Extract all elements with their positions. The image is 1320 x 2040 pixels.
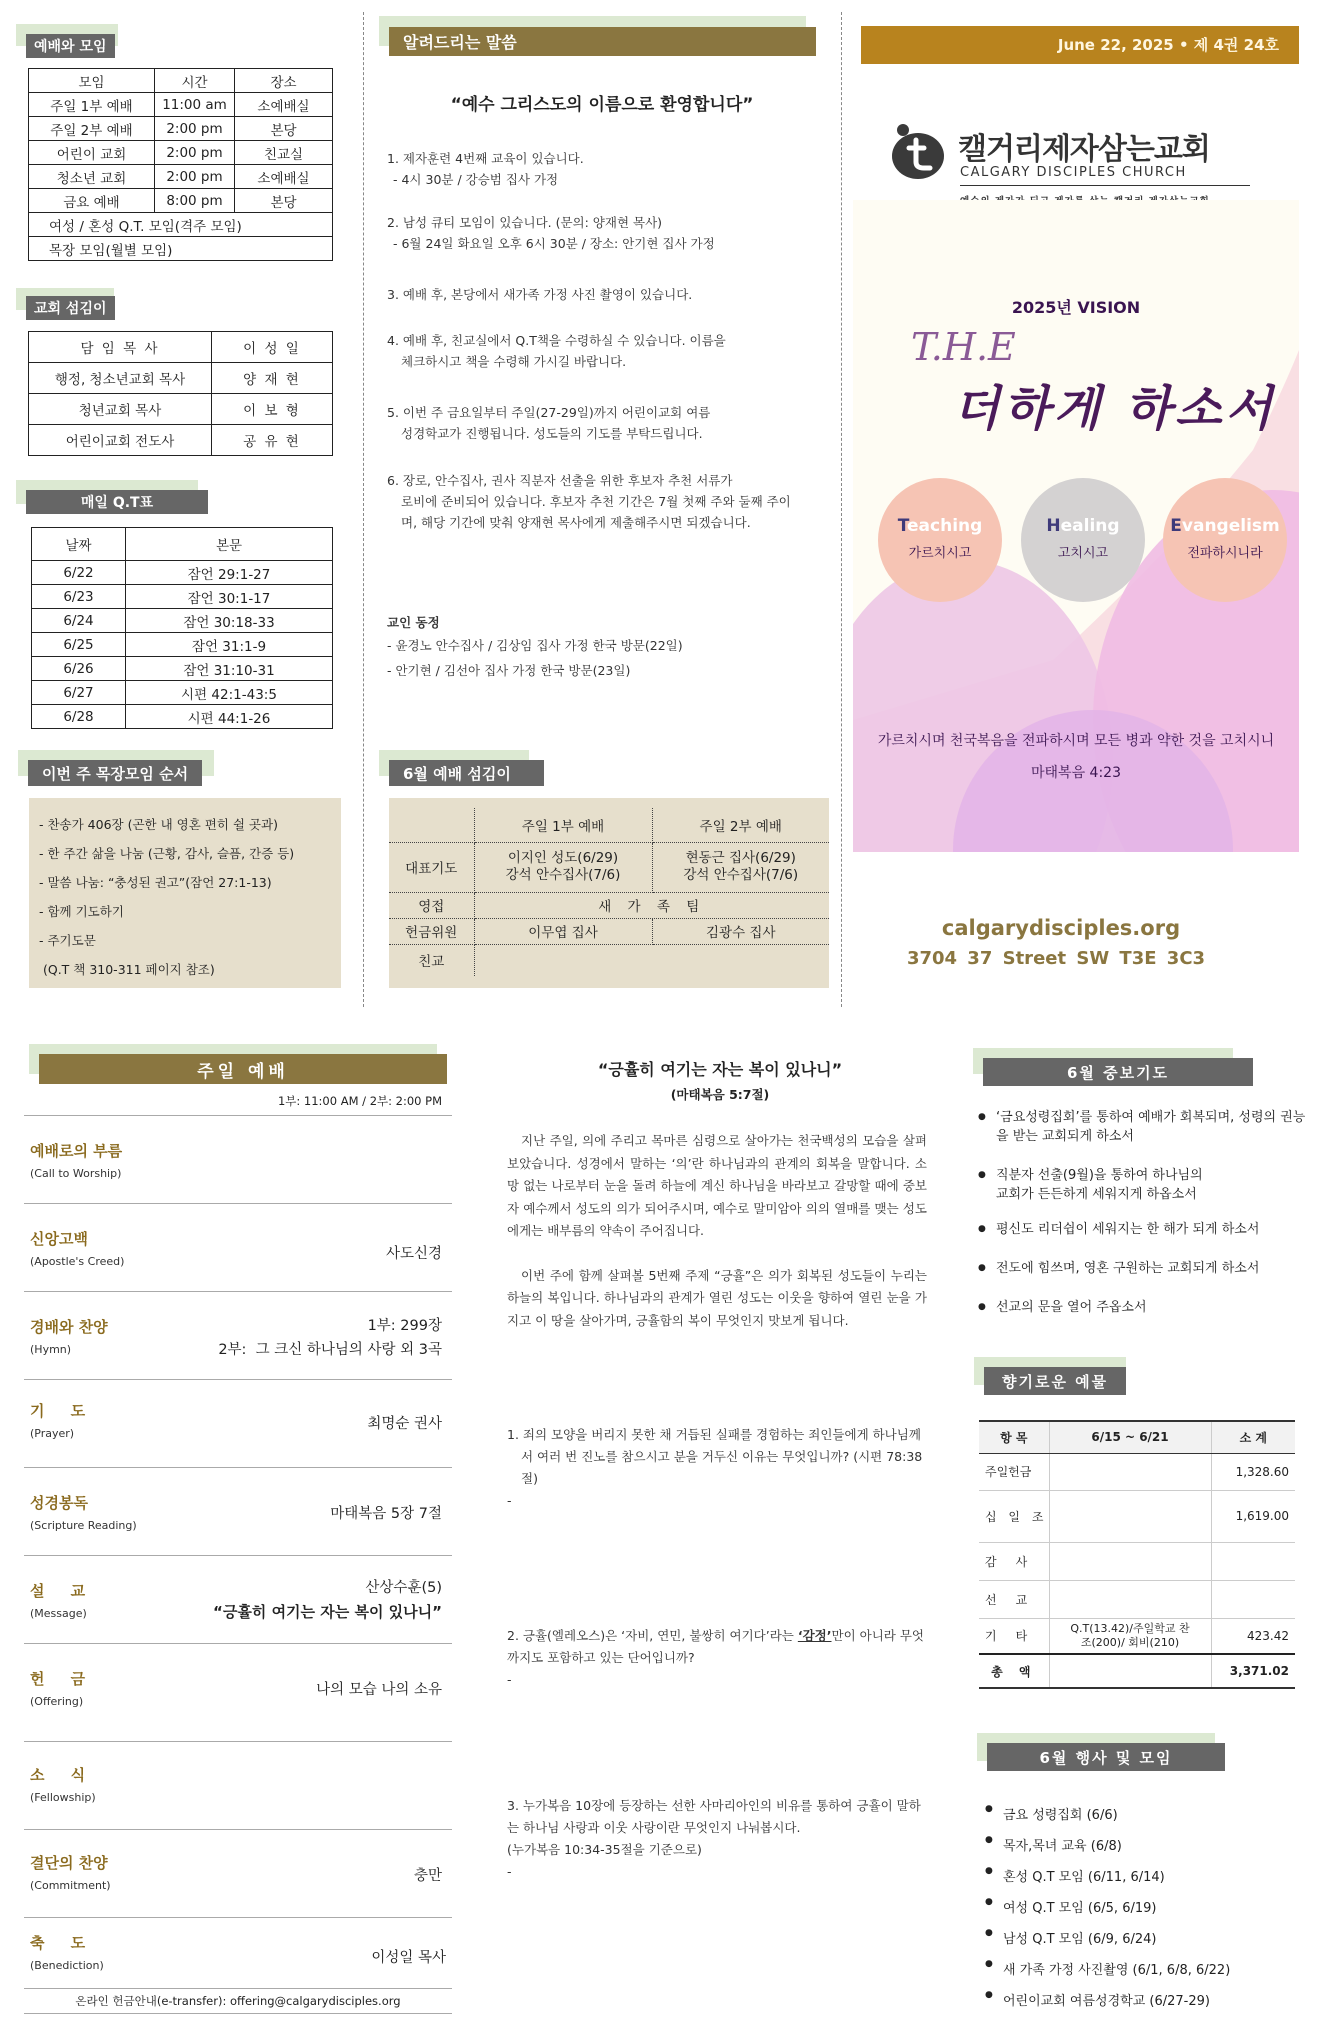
column-divider bbox=[841, 12, 842, 1007]
circle-word: vangelism bbox=[1181, 516, 1280, 536]
cell: 기 타 bbox=[979, 1618, 1049, 1654]
header-cell: 본문 bbox=[126, 528, 333, 561]
table-row bbox=[32, 657, 333, 681]
cell: 친교실 bbox=[235, 141, 333, 165]
june-events-list bbox=[985, 1800, 1305, 2017]
answer-line: - bbox=[507, 1864, 512, 1879]
table-row bbox=[979, 1618, 1295, 1654]
announcement-text: 4. 예배 후, 친교실에서 Q.T책을 수령하실 수 있습니다. 이름을 bbox=[387, 333, 726, 348]
event-item: ● 혼성 Q.T 모임 (6/11, 6/14) bbox=[985, 1862, 1305, 1893]
service-item-commitment bbox=[24, 1829, 452, 1917]
circle-ko: 고치시고 bbox=[1057, 546, 1109, 561]
cell: 6/26 bbox=[32, 657, 126, 681]
cell: 김광수 집사 bbox=[652, 918, 829, 944]
header-cell: 장소 bbox=[235, 69, 333, 93]
cell: Q.T(13.42)/주일학교 찬조(200)/ 회비(210) bbox=[1049, 1618, 1211, 1654]
cell-line: 강석 안수집사(7/6) bbox=[505, 867, 621, 883]
answer-line: - bbox=[507, 1493, 512, 1508]
cell: 어린이교회 전도사 bbox=[29, 425, 212, 456]
cell-order-item: - 한 주간 삶을 나눔 (근황, 감사, 슬픔, 간증 등) bbox=[39, 846, 295, 861]
table-row bbox=[29, 363, 333, 394]
cell bbox=[1049, 1453, 1211, 1490]
cell: 행정, 청소년교회 목사 bbox=[29, 363, 212, 394]
table-row bbox=[32, 585, 333, 609]
service-item-value: 이성일 목사 bbox=[371, 1950, 446, 1966]
cell bbox=[1049, 1654, 1211, 1688]
announcement-subtext: - 4시 30분 / 강승범 집사 가정 bbox=[393, 172, 559, 187]
service-item-subtitle: (Call to Worship) bbox=[30, 1167, 122, 1180]
worship-meetings-table bbox=[28, 68, 333, 261]
church-staff-table bbox=[28, 331, 333, 456]
announcement-text: 1. 제자훈련 4번째 교육이 있습니다. bbox=[387, 151, 584, 166]
header-cell: 날짜 bbox=[32, 528, 126, 561]
online-offering-note bbox=[24, 1988, 452, 2014]
cell: 이 보 형 bbox=[212, 394, 333, 425]
event-item: ● 어린이교회 여름성경학교 (6/27-29) bbox=[985, 1986, 1305, 2017]
issue-bar: June 22, 2025 • 제 4권 24호 bbox=[861, 26, 1299, 64]
intercession-item: ● 선교의 문을 열어 주옵소서 bbox=[978, 1298, 1308, 1317]
sermon-body bbox=[507, 1130, 927, 1332]
question-text: 2. 긍휼(엘레오스)은 ‘자비, 연민, 불쌍히 여기다’라는 bbox=[507, 1628, 798, 1643]
table-row bbox=[29, 394, 333, 425]
service-item-subtitle: (Apostle's Creed) bbox=[30, 1255, 125, 1268]
service-item-title: 성경봉독 bbox=[30, 1494, 88, 1512]
table-row bbox=[389, 944, 829, 976]
circle-initial: T bbox=[897, 516, 908, 536]
intercession-item: ● ‘금요성령집회’를 통하여 예배가 회복되며, 성령의 권능을 받는 교회되게 하소서 bbox=[978, 1108, 1308, 1146]
service-item-value: 1부: 299장 bbox=[367, 1318, 442, 1334]
service-item-value: 충만 bbox=[413, 1868, 442, 1884]
service-item-value: 나의 모습 나의 소유 bbox=[316, 1682, 442, 1698]
cell: 담 임 목 사 bbox=[29, 332, 212, 363]
announcement-subtext: 체크하시고 책을 수령해 가시길 바랍니다. bbox=[401, 354, 627, 369]
vision-verse: 가르치시며 천국복음을 전파하시며 모든 병과 약한 것을 고치시니 bbox=[877, 733, 1275, 749]
church-logo bbox=[888, 122, 948, 182]
announcement-text: 3. 예배 후, 본당에서 새가족 가정 사진 촬영이 있습니다. bbox=[387, 287, 693, 302]
service-item-title: 경배와 찬양 bbox=[30, 1318, 108, 1336]
member-news bbox=[387, 612, 797, 681]
announcement-subtext: - 6월 24일 화요일 오후 6시 30분 / 장소: 안기현 집사 가정 bbox=[393, 236, 715, 251]
cell: 1,328.60 bbox=[1211, 1453, 1295, 1490]
section-title: 6월 행사 및 모임 bbox=[987, 1743, 1225, 1771]
vision-label: 2025년 VISION bbox=[1011, 298, 1141, 317]
row-label: 대표기도 bbox=[389, 842, 474, 892]
section-title: 매일 Q.T표 bbox=[26, 490, 208, 514]
cell: 시편 42:1-43:5 bbox=[126, 681, 333, 705]
announcement-item bbox=[387, 402, 797, 444]
cell-order-item: - 함께 기도하기 bbox=[39, 904, 124, 919]
cell: 감 사 bbox=[979, 1542, 1049, 1580]
cell: 본당 bbox=[235, 117, 333, 141]
service-item-title: 소 식 bbox=[30, 1766, 86, 1784]
section-title: 교회 섬김이 bbox=[26, 296, 115, 320]
event-item: ● 남성 Q.T 모임 (6/9, 6/24) bbox=[985, 1924, 1305, 1955]
table-row bbox=[979, 1490, 1295, 1542]
discussion-question-3 bbox=[507, 1795, 927, 1883]
announcement-item bbox=[387, 470, 797, 533]
circle-initial: H bbox=[1046, 516, 1061, 536]
section-header-sunday-service bbox=[29, 1044, 453, 1086]
table-row bbox=[979, 1542, 1295, 1580]
cell-order-box bbox=[29, 798, 341, 988]
section-title: 이번 주 목장모임 순서 bbox=[28, 760, 202, 786]
circle-word: eaching bbox=[907, 516, 983, 536]
section-title: 알려드리는 말씀 bbox=[389, 27, 816, 56]
church-name-ko: 캘거리제자삼는교회 bbox=[958, 132, 1210, 167]
cell: 6/28 bbox=[32, 705, 126, 729]
row-label: 친교 bbox=[389, 944, 474, 976]
service-item-hymn bbox=[24, 1291, 452, 1379]
header-cell: 시간 bbox=[155, 69, 235, 93]
cell bbox=[1211, 1580, 1295, 1618]
service-item-subtitle: (Offering) bbox=[30, 1695, 84, 1708]
table-row bbox=[29, 213, 333, 237]
service-item-value: 2부: 그 크신 하나님의 사랑 외 3곡 bbox=[218, 1342, 442, 1358]
header-cell: 주일 1부 예배 bbox=[474, 808, 652, 842]
table-row bbox=[32, 633, 333, 657]
service-item-title: 헌 금 bbox=[30, 1670, 86, 1688]
announcement-subtext: 성경학교가 진행됩니다. 성도들의 기도를 부탁드립니다. bbox=[401, 426, 703, 441]
service-item-subtitle: (Benediction) bbox=[30, 1959, 104, 1972]
intercession-list bbox=[978, 1108, 1308, 1317]
cell bbox=[1049, 1490, 1211, 1542]
header-cell: 6/15 ~ 6/21 bbox=[1049, 1421, 1211, 1453]
sermon-paragraph: 이번 주에 함께 살펴볼 5번째 주제 “긍휼”은 의가 회복된 성도들이 누리는 하늘의 복입니다. 하나님과의 관계가 열린 성도는 이웃을 향하여 열린 눈을 가지고 이 땅을 살아가며, 긍휼함의 복이 무엇인지 맛보게 됩니다. bbox=[507, 1267, 927, 1328]
table-row bbox=[389, 842, 829, 892]
total-row bbox=[979, 1654, 1295, 1688]
circle-evangelism bbox=[1163, 478, 1287, 602]
cell: 이무엽 집사 bbox=[474, 918, 652, 944]
cell: 금요 예배 bbox=[29, 189, 155, 213]
welcome-heading: “예수 그리스도의 이름으로 환영합니다” bbox=[450, 95, 754, 115]
column-divider bbox=[363, 12, 364, 1007]
service-item-subtitle: (Hymn) bbox=[30, 1343, 72, 1356]
table-row bbox=[389, 892, 829, 918]
cell: 6/24 bbox=[32, 609, 126, 633]
table-row bbox=[29, 117, 333, 141]
announcement-item bbox=[387, 212, 797, 254]
announcement-item bbox=[387, 148, 797, 190]
table-row bbox=[32, 609, 333, 633]
cell: 1,619.00 bbox=[1211, 1490, 1295, 1542]
section-title: 6월 중보기도 bbox=[983, 1058, 1253, 1086]
announcement-item bbox=[387, 330, 797, 372]
section-title: 주일 예배 bbox=[39, 1054, 447, 1084]
service-item-message bbox=[24, 1555, 452, 1643]
service-times: 1부: 11:00 AM / 2부: 2:00 PM bbox=[277, 1094, 442, 1108]
header-cell: 소 계 bbox=[1211, 1421, 1295, 1453]
cell: 청년교회 목사 bbox=[29, 394, 212, 425]
vision-title: 더하게 하소서 bbox=[953, 381, 1276, 437]
service-item-value: 사도신경 bbox=[385, 1246, 442, 1262]
cell-line: 현동근 집사(6/29) bbox=[685, 850, 796, 866]
service-item-benediction bbox=[24, 1917, 452, 1988]
announcement-subtext: 로비에 준비되어 있습니다. 후보자 추천 기간은 7월 첫째 주와 둘째 주이며, 해당 기간에 맞춰 양재현 목사에게 제출해주시면 되겠습니다. bbox=[401, 494, 791, 530]
intercession-item: ● 전도에 힘쓰며, 영혼 구원하는 교회되게 하소서 bbox=[978, 1259, 1308, 1278]
cell: 6/25 bbox=[32, 633, 126, 657]
vision-verse-ref: 마태복음 4:23 bbox=[1031, 765, 1121, 781]
service-item-value: 최명순 권사 bbox=[367, 1416, 442, 1432]
announcement-text: 2. 남성 큐티 모임이 있습니다. (문의: 양재현 목사) bbox=[387, 215, 663, 230]
website-link[interactable]: calgarydisciples.org bbox=[941, 916, 1181, 940]
cell: 잠언 30:1-17 bbox=[126, 585, 333, 609]
cell: 잠언 30:18-33 bbox=[126, 609, 333, 633]
service-item-title: 축 도 bbox=[30, 1934, 86, 1952]
table-row bbox=[32, 561, 333, 585]
service-item-title: 기 도 bbox=[30, 1402, 86, 1420]
section-header-daily-qt bbox=[16, 480, 216, 514]
cell: 이 성 일 bbox=[212, 332, 333, 363]
service-item-call-to-worship bbox=[24, 1115, 452, 1203]
cell: 2:00 pm bbox=[155, 117, 235, 141]
table-row bbox=[32, 705, 333, 729]
table-row bbox=[29, 141, 333, 165]
section-header-announcements bbox=[379, 16, 819, 58]
service-item-subtitle: (Prayer) bbox=[30, 1427, 75, 1440]
church-address: 3704 37 Street SW T3E 3C3 bbox=[906, 948, 1206, 969]
service-item-offering bbox=[24, 1643, 452, 1731]
logo-divider bbox=[960, 185, 1250, 186]
cell: 잠언 31:10-31 bbox=[126, 657, 333, 681]
table-row bbox=[389, 918, 829, 944]
discussion-question-1 bbox=[507, 1424, 927, 1512]
section-title: 6월 예배 섬김이 bbox=[389, 760, 544, 786]
service-item-subtitle: (Message) bbox=[30, 1607, 87, 1620]
cell bbox=[1049, 1580, 1211, 1618]
cell: 3,371.02 bbox=[1211, 1654, 1295, 1688]
service-item-title: 예배로의 부름 bbox=[30, 1142, 123, 1160]
service-item-fellowship bbox=[24, 1741, 452, 1829]
header-cell: 모임 bbox=[29, 69, 155, 93]
table-row bbox=[979, 1580, 1295, 1618]
service-item-subtitle: (Commitment) bbox=[30, 1879, 111, 1892]
section-header-intercession bbox=[973, 1048, 1253, 1088]
row-label: 영접 bbox=[389, 892, 474, 918]
discussion-question-2 bbox=[507, 1625, 927, 1691]
cell bbox=[1049, 1542, 1211, 1580]
cell: 십 일 조 bbox=[979, 1490, 1049, 1542]
member-news-item: - 윤경노 안수집사 / 김상임 집사 가정 한국 방문(22일) bbox=[387, 638, 683, 653]
cell: 6/23 bbox=[32, 585, 126, 609]
section-header-church-staff bbox=[16, 288, 136, 322]
service-item-creed bbox=[24, 1203, 452, 1291]
cell: 6/27 bbox=[32, 681, 126, 705]
event-item: ● 목자,목녀 교육 (6/8) bbox=[985, 1831, 1305, 1862]
cell-order-item: - 주기도문 bbox=[39, 933, 96, 948]
cell: 본당 bbox=[235, 189, 333, 213]
cell: 어린이 교회 bbox=[29, 141, 155, 165]
church-name-en: CALGARY DISCIPLES CHURCH bbox=[960, 165, 1187, 180]
cell: 잠언 31:1-9 bbox=[126, 633, 333, 657]
cell: 소예배실 bbox=[235, 93, 333, 117]
answer-line: - bbox=[507, 1672, 512, 1687]
cell: 423.42 bbox=[1211, 1618, 1295, 1654]
section-header-cell-order bbox=[18, 750, 238, 788]
intercession-item: ● 직분자 선출(9월)을 통하여 하나님의 교회가 든든하게 세워지게 하옵소서 bbox=[978, 1166, 1218, 1204]
section-header-offerings bbox=[974, 1357, 1154, 1397]
cell: 6/22 bbox=[32, 561, 126, 585]
cell: 잠언 29:1-27 bbox=[126, 561, 333, 585]
announcement-text: 5. 이번 주 금요일부터 주일(27-29일)까지 어린이교회 여름 bbox=[387, 405, 711, 420]
question-text: 1. 죄의 모양을 버리지 못한 채 거듭된 실패를 경험하는 죄인들에게 하나님께서 여러 번 진노를 참으시고 분을 거두신 이유는 무엇입니까? (시편 78:38절) bbox=[507, 1427, 923, 1486]
section-title: 예배와 모임 bbox=[26, 34, 115, 58]
service-item-value: 산상수훈(5) bbox=[365, 1580, 442, 1596]
cell: 여성 / 혼성 Q.T. 모임(격주 모임) bbox=[29, 213, 333, 237]
event-item: ● 여성 Q.T 모임 (6/5, 6/19) bbox=[985, 1893, 1305, 1924]
question-emphasis: ‘감정’ bbox=[797, 1628, 832, 1643]
vision-artwork bbox=[853, 200, 1299, 852]
event-item: ● 새 가족 가정 사진촬영 (6/1, 6/8, 6/22) bbox=[985, 1955, 1305, 1986]
table-row bbox=[32, 681, 333, 705]
circle-healing bbox=[1021, 478, 1145, 602]
service-item-title: 신앙고백 bbox=[30, 1230, 88, 1248]
cell: 주일 2부 예배 bbox=[29, 117, 155, 141]
sermon-paragraph: 지난 주일, 의에 주리고 목마른 심령으로 살아가는 천국백성의 모습을 살펴보았습니다. 성경에서 말하는 ‘의’란 하나님과의 관계의 회복을 말합니다. 소망 없는 나로부터 눈을 돌려 하늘에 계신 하나님을 바라보고 갈망할 때에 중보자 예수께서 성도의 의가 되어주시며, 예수로 말미암아 의의 열매를 맺는 성도에게는 배부름의 약속이 주어집니다. bbox=[507, 1133, 927, 1238]
daily-qt-table bbox=[31, 527, 333, 729]
cell: 청소년 교회 bbox=[29, 165, 155, 189]
cell: 공 유 현 bbox=[212, 425, 333, 456]
table-row bbox=[29, 165, 333, 189]
service-item-subtitle: (Scripture Reading) bbox=[30, 1519, 137, 1532]
service-item-prayer bbox=[24, 1379, 452, 1467]
cell bbox=[652, 842, 829, 892]
cell bbox=[1211, 1542, 1295, 1580]
cell: 8:00 pm bbox=[155, 189, 235, 213]
sermon-reference: (마태복음 5:7절) bbox=[670, 1087, 770, 1102]
june-servers-box bbox=[389, 798, 829, 988]
service-item-title: 결단의 찬양 bbox=[30, 1854, 108, 1872]
table-row bbox=[29, 237, 333, 261]
circle-initial: E bbox=[1170, 516, 1182, 536]
header-cell: 항 목 bbox=[979, 1421, 1049, 1453]
cell: 소예배실 bbox=[235, 165, 333, 189]
header-cell: 주일 2부 예배 bbox=[652, 808, 829, 842]
cell-line: 이지인 성도(6/29) bbox=[507, 850, 619, 866]
intercession-item: ● 평신도 리더쉽이 세워지는 한 해가 되게 하소서 bbox=[978, 1220, 1308, 1239]
online-offering-text: 온라인 헌금안내(e-transfer): offering@calgarydisciples.org bbox=[75, 1994, 401, 2008]
service-item-value: 마태복음 5장 7절 bbox=[330, 1506, 442, 1522]
cell: 선 교 bbox=[979, 1580, 1049, 1618]
cell: 새 가 족 팀 bbox=[474, 892, 829, 918]
row-label: 헌금위원 bbox=[389, 918, 474, 944]
the-label: T.H.E bbox=[911, 325, 1016, 369]
question-text: 만이 아니라 무엇까지도 포함하고 있는 단어입니까? bbox=[507, 1628, 924, 1665]
announcement-item bbox=[387, 284, 797, 305]
sermon-title: “긍휼히 여기는 자는 복이 있나니” bbox=[213, 1603, 442, 1621]
cell: 주일 1부 예배 bbox=[29, 93, 155, 117]
circle-ko: 전파하시니라 bbox=[1187, 546, 1263, 561]
header-cell bbox=[389, 808, 474, 842]
cell-order-item: - 말씀 나눔: “충성된 권고”(잠언 27:1-13) bbox=[39, 875, 272, 890]
question-text: 3. 누가복음 10장에 등장하는 선한 사마리아인의 비유를 통하여 긍휼이 말하는 하나님 사랑과 이웃 사랑이란 무엇인지 나눠봅시다. bbox=[507, 1798, 921, 1835]
cell: 주일헌금 bbox=[979, 1453, 1049, 1490]
question-note: (누가복음 10:34-35절을 기준으로) bbox=[507, 1842, 702, 1857]
offerings-table bbox=[979, 1420, 1295, 1689]
circle-teaching bbox=[878, 478, 1002, 602]
cell: 11:00 am bbox=[155, 93, 235, 117]
table-row bbox=[29, 425, 333, 456]
announcement-text: 6. 장로, 안수집사, 권사 직분자 선출을 위한 후보자 추천 서류가 bbox=[387, 473, 733, 488]
section-header-june-servers bbox=[379, 750, 559, 788]
cell: 총 액 bbox=[979, 1654, 1049, 1688]
section-header-worship-meetings bbox=[16, 24, 136, 58]
cell-order-item: (Q.T 책 310-311 페이지 참조) bbox=[39, 962, 215, 977]
table-row bbox=[979, 1453, 1295, 1490]
cell bbox=[474, 944, 829, 976]
cell: 시편 44:1-26 bbox=[126, 705, 333, 729]
church-logo-icon bbox=[888, 122, 948, 182]
cell: 2:00 pm bbox=[155, 141, 235, 165]
section-header-june-events bbox=[977, 1733, 1237, 1773]
table-row bbox=[29, 332, 333, 363]
service-item-subtitle: (Fellowship) bbox=[30, 1791, 96, 1804]
sermon-heading: “긍휼히 여기는 자는 복이 있나니” bbox=[597, 1060, 843, 1079]
member-news-title: 교인 동정 bbox=[387, 615, 440, 630]
cell: 2:00 pm bbox=[155, 165, 235, 189]
june-servers-table bbox=[389, 808, 829, 976]
service-item-scripture bbox=[24, 1467, 452, 1555]
cell: 목장 모임(월별 모임) bbox=[29, 237, 333, 261]
cell-line: 강석 안수집사(7/6) bbox=[683, 867, 799, 883]
table-row bbox=[29, 93, 333, 117]
table-row bbox=[29, 189, 333, 213]
announcements-list bbox=[387, 148, 797, 555]
cell bbox=[474, 842, 652, 892]
cell-order-item: - 찬송가 406장 (곤한 내 영혼 편히 쉴 곳과) bbox=[39, 817, 278, 832]
event-item: ● 금요 성령집회 (6/6) bbox=[985, 1800, 1305, 1831]
service-item-title: 설 교 bbox=[30, 1582, 86, 1600]
section-title: 향기로운 예물 bbox=[984, 1367, 1126, 1395]
member-news-item: - 안기현 / 김선아 집사 가정 한국 방문(23일) bbox=[387, 663, 631, 678]
circle-ko: 가르치시고 bbox=[908, 546, 972, 561]
cell: 양 재 현 bbox=[212, 363, 333, 394]
circle-word: ealing bbox=[1060, 516, 1120, 536]
